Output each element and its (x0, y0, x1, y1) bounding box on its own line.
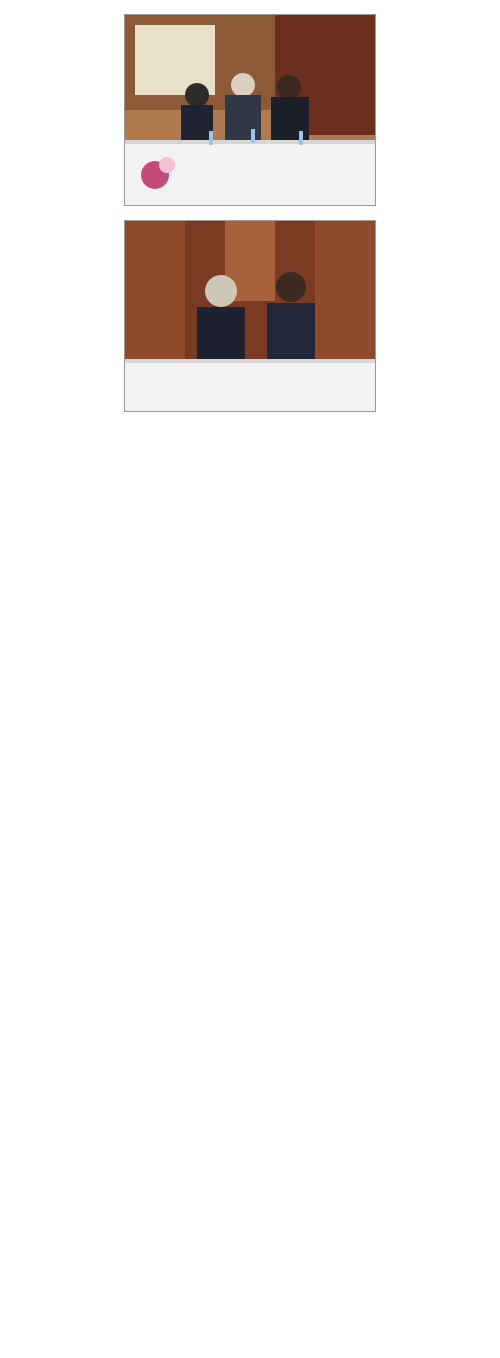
photo-block-1 (6, 10, 494, 210)
photo-block-2 (6, 216, 494, 416)
event-photo-1 (124, 14, 376, 206)
event-photo-2 (124, 220, 376, 412)
